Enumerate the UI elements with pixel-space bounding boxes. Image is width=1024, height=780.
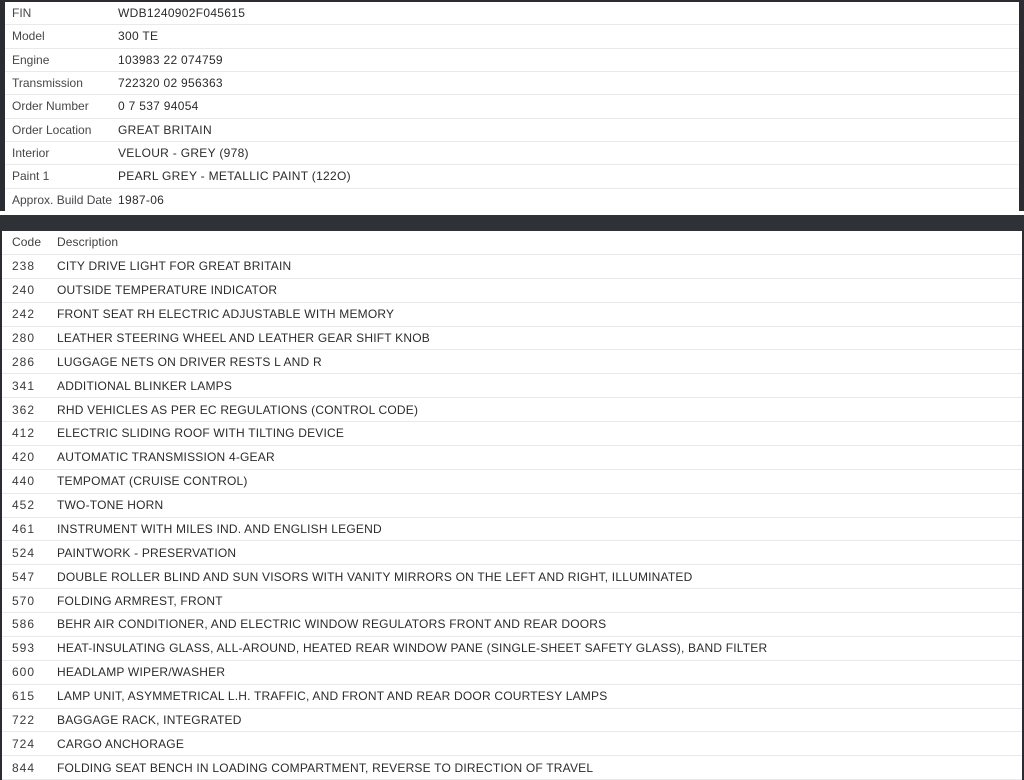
equipment-code-value: 286 <box>12 354 36 369</box>
equipment-codes-table <box>0 231 1024 780</box>
equipment-code-value: 420 <box>12 450 36 465</box>
equipment-code-description: HEADLAMP WIPER/WASHER <box>57 665 226 680</box>
vehicle-info-label: Order Location <box>12 122 92 137</box>
equipment-code-row <box>2 661 1022 685</box>
vehicle-info-row <box>5 25 1019 48</box>
equipment-code-value: 600 <box>12 665 36 680</box>
vehicle-info-value: 103983 22 074759 <box>118 52 223 67</box>
equipment-code-value: 238 <box>12 259 36 274</box>
equipment-code-value: 586 <box>12 617 36 632</box>
vehicle-info-label: Engine <box>12 52 50 67</box>
equipment-code-row <box>2 732 1022 756</box>
equipment-code-row <box>2 685 1022 709</box>
equipment-codes-header-row <box>2 231 1022 255</box>
equipment-code-row <box>2 422 1022 446</box>
vehicle-info-row <box>5 72 1019 95</box>
vehicle-info-label: Transmission <box>12 76 83 91</box>
vehicle-info-value: PEARL GREY - METALLIC PAINT (122O) <box>118 169 351 184</box>
vehicle-info-value: 1987-06 <box>118 192 165 207</box>
vehicle-info-label: Paint 1 <box>12 169 50 184</box>
equipment-code-row <box>2 446 1022 470</box>
equipment-code-description: DOUBLE ROLLER BLIND AND SUN VISORS WITH VANITY MIRRORS ON THE LEFT AND RIGHT, ILLUMINATED <box>57 569 693 584</box>
equipment-code-value: 280 <box>12 330 36 345</box>
vehicle-info-row <box>5 49 1019 72</box>
equipment-code-value: 722 <box>12 712 36 727</box>
vehicle-info-label: FIN <box>12 6 32 21</box>
equipment-code-description: ELECTRIC SLIDING ROOF WITH TILTING DEVICE <box>57 426 345 441</box>
equipment-code-description: CITY DRIVE LIGHT FOR GREAT BRITAIN <box>57 259 292 274</box>
vehicle-info-value: 722320 02 956363 <box>118 76 223 91</box>
equipment-code-description: TEMPOMAT (CRUISE CONTROL) <box>57 474 248 489</box>
equipment-code-description: LAMP UNIT, ASYMMETRICAL L.H. TRAFFIC, AND FRONT AND REAR DOOR COURTESY LAMPS <box>57 689 608 704</box>
code-column-header: Code <box>12 235 42 250</box>
vehicle-info-value: VELOUR - GREY (978) <box>118 146 249 161</box>
equipment-code-row <box>2 374 1022 398</box>
equipment-code-description: RHD VEHICLES AS PER EC REGULATIONS (CONTROL CODE) <box>57 402 419 417</box>
vehicle-info-value: 0 7 537 94054 <box>118 99 199 114</box>
equipment-code-row <box>2 518 1022 542</box>
equipment-code-description: LEATHER STEERING WHEEL AND LEATHER GEAR SHIFT KNOB <box>57 330 430 345</box>
equipment-code-row <box>2 637 1022 661</box>
equipment-code-value: 570 <box>12 593 36 608</box>
vehicle-info-row <box>5 142 1019 165</box>
equipment-code-description: BAGGAGE RACK, INTEGRATED <box>57 712 242 727</box>
equipment-code-value: 593 <box>12 641 36 656</box>
equipment-code-description: CARGO ANCHORAGE <box>57 736 185 751</box>
vehicle-info-value: 300 TE <box>118 29 159 44</box>
equipment-code-row <box>2 613 1022 637</box>
equipment-code-row <box>2 398 1022 422</box>
equipment-code-row <box>2 327 1022 351</box>
equipment-code-value: 547 <box>12 569 36 584</box>
equipment-code-row <box>2 756 1022 780</box>
equipment-code-value: 440 <box>12 474 36 489</box>
equipment-code-row <box>2 470 1022 494</box>
equipment-code-value: 524 <box>12 545 36 560</box>
equipment-code-value: 615 <box>12 689 36 704</box>
equipment-code-description: OUTSIDE TEMPERATURE INDICATOR <box>57 283 278 298</box>
vehicle-info-value: WDB1240902F045615 <box>118 6 246 21</box>
equipment-code-description: HEAT-INSULATING GLASS, ALL-AROUND, HEATED REAR WINDOW PANE (SINGLE-SHEET SAFETY GLASS), BAND FILTER <box>57 641 768 656</box>
equipment-code-row <box>2 255 1022 279</box>
vehicle-info-table <box>0 0 1024 211</box>
equipment-code-description: INSTRUMENT WITH MILES IND. AND ENGLISH LEGEND <box>57 521 382 536</box>
vehicle-info-row <box>5 2 1019 25</box>
equipment-code-row <box>2 589 1022 613</box>
vehicle-info-label: Model <box>12 29 45 44</box>
description-column-header: Description <box>57 235 119 250</box>
equipment-code-description: LUGGAGE NETS ON DRIVER RESTS L AND R <box>57 354 322 369</box>
equipment-code-value: 240 <box>12 283 36 298</box>
equipment-code-value: 844 <box>12 760 36 775</box>
equipment-code-row <box>2 279 1022 303</box>
equipment-code-row <box>2 350 1022 374</box>
vehicle-info-row <box>5 165 1019 188</box>
vehicle-info-label: Interior <box>12 146 50 161</box>
vehicle-info-row <box>5 95 1019 118</box>
equipment-code-value: 461 <box>12 521 36 536</box>
equipment-code-row <box>2 565 1022 589</box>
equipment-code-description: FRONT SEAT RH ELECTRIC ADJUSTABLE WITH MEMORY <box>57 307 395 322</box>
equipment-code-description: PAINTWORK - PRESERVATION <box>57 545 237 560</box>
equipment-code-row <box>2 303 1022 327</box>
equipment-code-value: 341 <box>12 378 36 393</box>
equipment-code-value: 362 <box>12 402 36 417</box>
vehicle-info-value: GREAT BRITAIN <box>118 122 212 137</box>
vehicle-info-label: Order Number <box>12 99 89 114</box>
equipment-code-value: 452 <box>12 498 36 513</box>
equipment-code-value: 242 <box>12 307 36 322</box>
vehicle-info-row <box>5 189 1019 211</box>
vehicle-info-label: Approx. Build Date <box>12 192 113 207</box>
equipment-code-row <box>2 494 1022 518</box>
equipment-code-description: AUTOMATIC TRANSMISSION 4-GEAR <box>57 450 275 465</box>
equipment-code-description: FOLDING SEAT BENCH IN LOADING COMPARTMENT, REVERSE TO DIRECTION OF TRAVEL <box>57 760 594 775</box>
equipment-code-row <box>2 541 1022 565</box>
equipment-code-value: 724 <box>12 736 36 751</box>
equipment-code-description: BEHR AIR CONDITIONER, AND ELECTRIC WINDOW REGULATORS FRONT AND REAR DOORS <box>57 617 607 632</box>
equipment-code-description: FOLDING ARMREST, FRONT <box>57 593 223 608</box>
equipment-code-value: 412 <box>12 426 36 441</box>
equipment-code-description: TWO-TONE HORN <box>57 498 164 513</box>
equipment-code-description: ADDITIONAL BLINKER LAMPS <box>57 378 233 393</box>
equipment-code-row <box>2 709 1022 733</box>
section-divider-bar <box>0 215 1024 231</box>
vehicle-info-row <box>5 119 1019 142</box>
